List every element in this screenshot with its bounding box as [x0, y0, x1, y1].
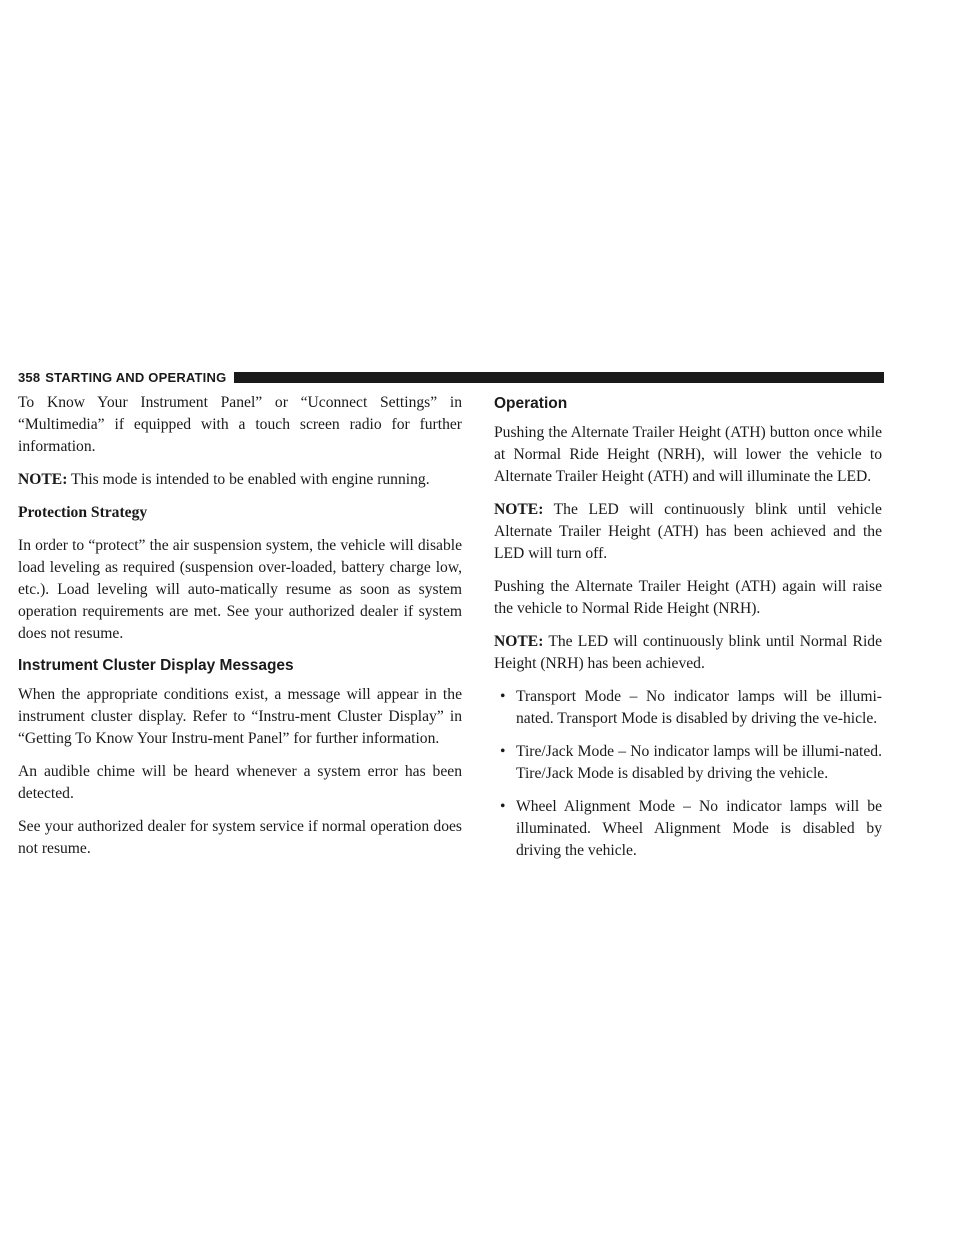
bullet-icon: • [500, 743, 506, 760]
bullet-icon: • [500, 688, 506, 705]
paragraph: In order to “protect” the air suspension system, the vehicle will disable load leveling as required (suspension over-loaded, battery charge low, etc.). Load leveling will auto-matically resume as soon as system operation requirements are met. See your authorized dealer if system does not resume. [18, 537, 462, 642]
note-label: NOTE: [18, 471, 68, 488]
list-item-text: Tire/Jack Mode – No indicator lamps will be illumi-nated. Tire/Jack Mode is disabled by driving the vehicle. [516, 743, 882, 782]
list-item [494, 741, 882, 785]
list-item [494, 796, 882, 862]
note-text: The LED will continuously blink until Normal Ride Height (NRH) has been achieved. [494, 633, 882, 672]
list-item [494, 686, 882, 730]
note-label: NOTE: [494, 501, 544, 518]
section-title: STARTING AND OPERATING [45, 369, 227, 385]
paragraph: When the appropriate conditions exist, a message will appear in the instrument cluster display. Refer to “Instru-ment Cluster Display” in “Getting To Know Your Instru-ment Panel” for further information. [18, 686, 462, 747]
paragraph: An audible chime will be heard whenever a system error has been detected. [18, 763, 462, 802]
note-label: NOTE: [494, 633, 544, 650]
subheading: Protection Strategy [18, 504, 148, 521]
page-header [18, 369, 884, 385]
paragraph: See your authorized dealer for system service if normal operation does not resume. [18, 818, 462, 857]
list-item-text: Transport Mode – No indicator lamps will be illumi-nated. Transport Mode is disabled by driving the ve-hicle. [516, 688, 882, 727]
paragraph: Pushing the Alternate Trailer Height (ATH) again will raise the vehicle to Normal Ride Height (NRH). [494, 578, 882, 617]
note [18, 469, 462, 491]
note-text: The LED will continuously blink until vehicle Alternate Trailer Height (ATH) has been achieved and the LED will turn off. [494, 501, 882, 562]
note [494, 499, 882, 565]
section-heading: Operation [494, 395, 568, 412]
bullet-icon: • [500, 798, 506, 815]
list-item-text: Wheel Alignment Mode – No indicator lamps will be illuminated. Wheel Alignment Mode is disabled by driving the vehicle. [516, 798, 882, 859]
page-number: 358 [18, 369, 41, 385]
note [494, 631, 882, 675]
section-heading: Instrument Cluster Display Messages [18, 657, 294, 674]
right-column [494, 392, 882, 873]
header-rule [234, 372, 884, 383]
note-text: This mode is intended to be enabled with engine running. [71, 471, 430, 488]
paragraph: To Know Your Instrument Panel” or “Uconnect Settings” in “Multimedia” if equipped with a touch screen radio for further information. [18, 394, 462, 455]
left-column [18, 392, 462, 871]
paragraph: Pushing the Alternate Trailer Height (ATH) button once while at Normal Ride Height (NRH), will lower the vehicle to Alternate Trailer Height (ATH) and will illuminate the LED. [494, 424, 882, 485]
mode-list [494, 686, 882, 862]
